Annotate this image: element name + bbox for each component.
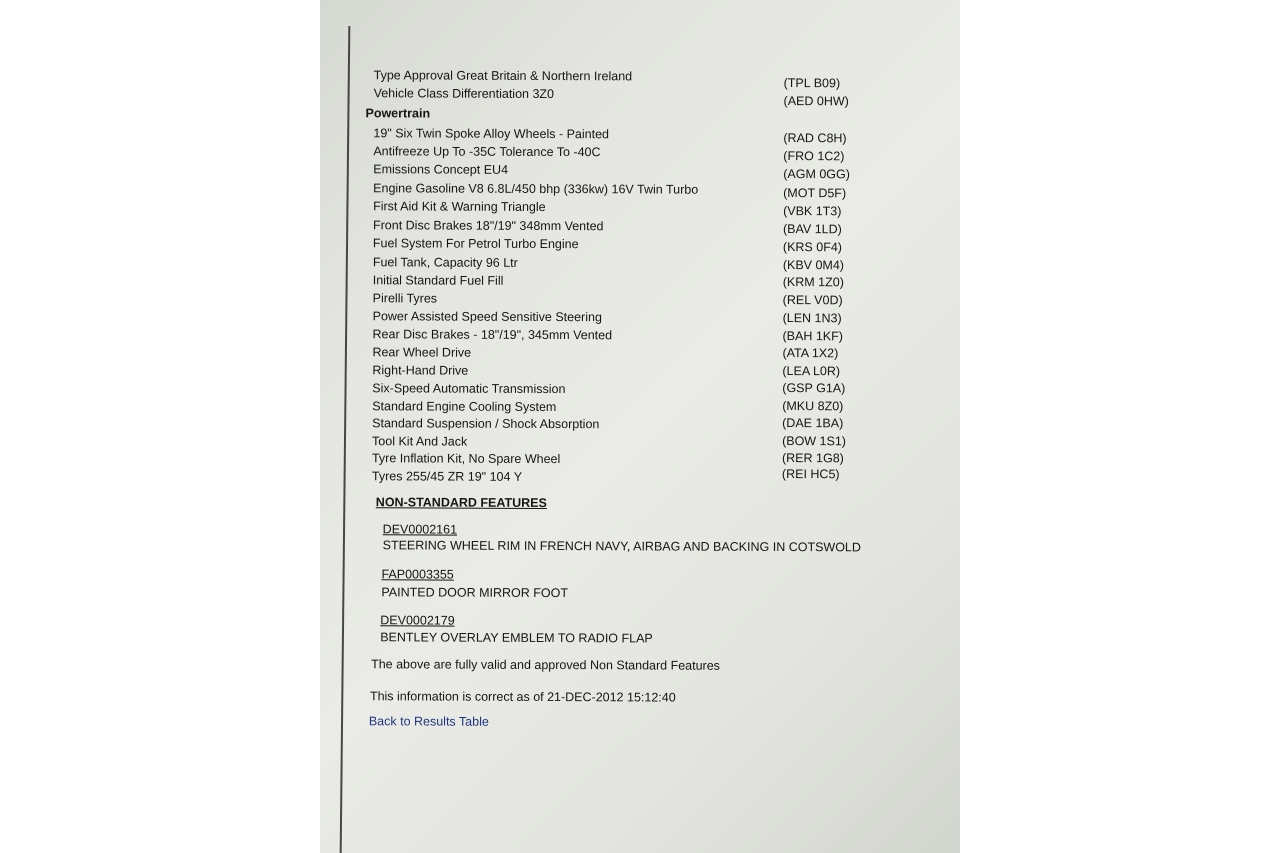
spec-description: Type Approval Great Britain & Northern Ireland [373,68,633,84]
spec-description: Tool Kit And Jack [372,434,468,449]
spec-code: (RAD C8H) [783,131,847,146]
spec-code: (LEN 1N3) [782,311,842,326]
non-standard-heading: NON-STANDARD FEATURES [375,495,547,510]
spec-code: (DAE 1BA) [782,416,844,431]
spec-row [372,451,847,471]
spec-description: First Aid Kit & Warning Triangle [373,199,546,214]
spec-description: Engine Gasoline V8 6.8L/450 bhp (336kw) 16V Twin Turbo [373,181,699,197]
spec-description: Antifreeze Up To -35C Tolerance To -40C [373,144,601,160]
feature-ref: FAP0003355 [381,567,454,582]
spec-row [373,309,848,329]
spec-code: (FRO 1C2) [783,149,845,164]
spec-description: Vehicle Class Differentiation 3Z0 [373,86,555,102]
spec-row [373,68,849,91]
spec-code: (MKU 8Z0) [782,399,844,414]
spec-code: (GSP G1A) [782,381,846,396]
back-to-results-link[interactable]: Back to Results Table [368,714,489,729]
spec-description: Tyre Inflation Kit, No Spare Wheel [371,451,561,467]
spec-row [372,363,847,383]
spec-code: (KRM 1Z0) [782,275,844,290]
spec-description: Right-Hand Drive [372,363,469,378]
section-heading-powertrain: Powertrain [365,106,431,121]
spec-code: (MOT D5F) [783,186,847,201]
feature-ref: DEV0002161 [382,522,458,537]
spec-description: Rear Disc Brakes - 18"/19", 345mm Vented [372,327,613,343]
spec-row [373,255,848,275]
spec-description: Emissions Concept EU4 [373,162,509,177]
feature-text: PAINTED DOOR MIRROR FOOT [381,585,569,601]
spec-row [373,236,848,256]
spec-description: Fuel System For Petrol Turbo Engine [372,236,579,252]
spec-description: Front Disc Brakes 18"/19" 348mm Vented [372,218,604,234]
spec-description: Initial Standard Fuel Fill [372,273,504,288]
spec-description: 19" Six Twin Spoke Alloy Wheels - Painted [373,126,610,142]
spec-description: Rear Wheel Drive [372,345,472,360]
spec-row [373,162,848,182]
spec-description: Tyres 255/45 ZR 19" 104 Y [371,469,523,484]
spec-description: Pirelli Tyres [372,291,438,306]
validity-note: The above are fully valid and approved Non Standard Features [371,657,720,673]
spec-description: Fuel Tank, Capacity 96 Ltr [372,255,518,270]
spec-code: (BOW 1S1) [782,434,847,449]
spec-row [372,469,847,489]
spec-code: (TPL B09) [783,76,841,91]
spec-row [373,218,848,238]
spec-row [373,86,849,109]
spec-description: Standard Engine Cooling System [372,399,557,415]
spec-code: (AED 0HW) [783,94,849,109]
spec-description: Standard Suspension / Shock Absorption [372,416,600,432]
spec-row [372,327,847,347]
spec-code: (REI HC5) [781,467,840,482]
feature-text: BENTLEY OVERLAY EMBLEM TO RADIO FLAP [380,630,653,646]
spec-code: (BAH 1KF) [782,329,844,344]
spec-code: (ATA 1X2) [782,346,839,361]
timestamp-note: This information is correct as of 21-DEC-2012 15:12:40 [369,689,676,705]
spec-code: (VBK 1T3) [783,204,842,219]
paper-sheet [320,0,960,853]
feature-text: STEERING WHEEL RIM IN FRENCH NAVY, AIRBAG AND BACKING IN COTSWOLD [382,538,861,555]
spec-code: (BAV 1LD) [782,222,842,237]
spec-description: Six-Speed Automatic Transmission [372,381,566,397]
spec-code: (AGM 0GG) [783,167,850,182]
spec-description: Power Assisted Speed Sensitive Steering [372,309,602,325]
spec-row [373,144,848,164]
feature-ref: DEV0002179 [380,613,455,628]
spec-code: (LEA L0R) [782,364,841,379]
spec-row [373,126,848,146]
spec-code: (KBV 0M4) [782,258,845,273]
spec-row [373,181,848,201]
spec-row [372,381,847,401]
spec-row [372,416,847,436]
spec-row [373,199,848,219]
spec-code: (RER 1G8) [781,451,844,466]
spec-code: (KRS 0F4) [782,240,843,255]
spec-row [373,273,848,293]
spec-code: (REL V0D) [782,293,843,308]
spec-row [373,291,848,311]
document-body [320,0,960,853]
spec-row [372,345,847,365]
